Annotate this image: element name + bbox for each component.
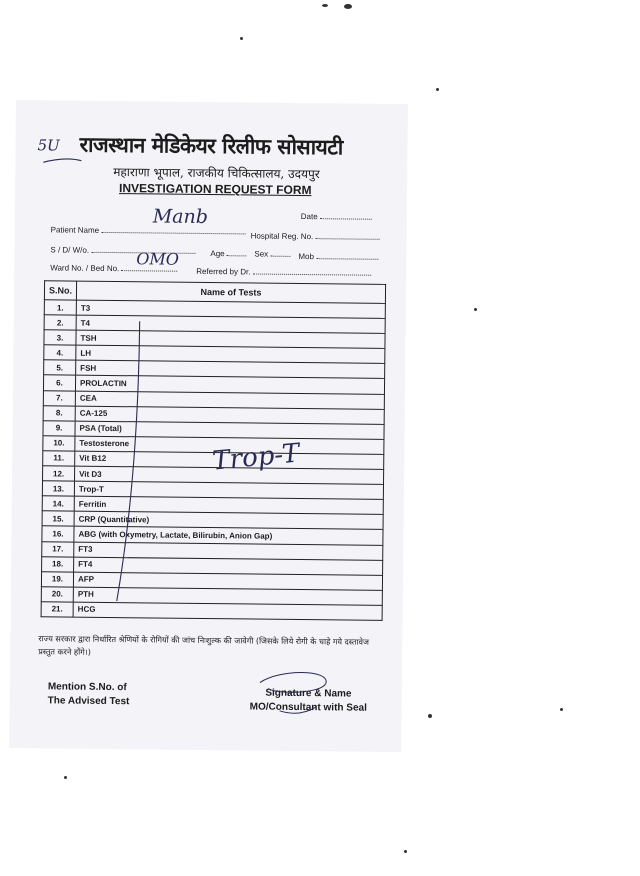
hospital-reg-blank[interactable]	[315, 231, 379, 240]
date-blank[interactable]	[320, 211, 372, 220]
scan-speck	[474, 308, 477, 311]
mob-label: Mob	[298, 251, 314, 262]
age-field	[210, 248, 247, 258]
test-sno: 2.	[44, 315, 76, 330]
free-test-note: राज्य सरकार द्वारा निर्धारित श्रेणियों के रोगियों की जांच निःशुल्क की जावेगी (जिसके लिये रोगी के चाहे गये दस्तावेज प्रस्तुत करने होंगे।)	[38, 634, 369, 657]
ward-handwritten: OMO	[136, 249, 180, 269]
test-name: FSH	[76, 361, 385, 379]
mention-sno-note	[48, 680, 130, 709]
test-sno: 17.	[42, 541, 74, 556]
signature-line1: Signature & Name	[265, 687, 352, 700]
handwritten-test-note: Trop-T	[211, 438, 301, 477]
test-sno: 12.	[43, 466, 75, 481]
test-name: PSA (Total)	[75, 421, 384, 439]
test-name: T3	[76, 300, 385, 318]
test-sno: 6.	[43, 375, 75, 390]
test-sno: 9.	[43, 421, 75, 436]
test-sno: 7.	[43, 390, 75, 405]
sex-blank[interactable]	[270, 249, 290, 257]
scan-speck	[404, 850, 407, 853]
sex-field	[254, 249, 290, 259]
mob-field	[298, 251, 378, 262]
test-name: CA-125	[75, 406, 384, 424]
test-sno: 4.	[44, 345, 76, 360]
test-sno: 10.	[43, 436, 75, 451]
test-sno: 20.	[41, 587, 73, 602]
table-row	[41, 602, 382, 621]
corner-handwritten-mark: 5U	[37, 136, 60, 155]
test-name: Testosterone	[75, 436, 384, 454]
hospital-reg-label: Hospital Reg. No.	[250, 231, 314, 242]
test-sno: 21.	[41, 602, 73, 617]
mention-sno-line2: The Advised Test	[47, 695, 130, 708]
signature-block	[250, 686, 368, 715]
test-sno: 13.	[42, 481, 74, 496]
ward-label: Ward No. / Bed No.	[50, 263, 120, 274]
test-name: AFP	[73, 572, 382, 590]
test-name: Vit B12	[75, 451, 384, 469]
relation-label: S / D/ W/o.	[50, 245, 90, 255]
test-name: T4	[76, 315, 385, 333]
test-sno: 16.	[42, 526, 74, 541]
underline-stroke	[43, 159, 81, 163]
hospital-name: महाराणा भूपाल, राजकीय चिकित्सालय, उदयपुर	[113, 165, 320, 182]
test-sno: 15.	[42, 511, 74, 526]
patient-name-field	[51, 224, 246, 236]
test-sno: 14.	[42, 496, 74, 511]
test-sno: 8.	[43, 405, 75, 420]
test-name: HCG	[73, 602, 382, 620]
age-blank[interactable]	[227, 248, 247, 256]
test-sno: 5.	[44, 360, 76, 375]
test-name: PROLACTIN	[75, 376, 384, 394]
test-name-column-header: Name of Tests	[76, 281, 385, 303]
mention-sno-line1: Mention S.No. of	[47, 681, 127, 694]
test-name: Trop-T	[74, 481, 383, 499]
mob-blank[interactable]	[316, 251, 378, 260]
scan-speck	[428, 714, 432, 718]
test-name: FT3	[74, 542, 383, 560]
scan-speck	[436, 88, 439, 91]
age-label: Age	[210, 249, 225, 259]
scan-speck	[344, 4, 352, 9]
sno-column-header: S.No.	[44, 281, 76, 300]
patient-name-label: Patient Name	[50, 225, 100, 235]
scan-speck	[64, 776, 67, 779]
test-name: CEA	[75, 391, 384, 409]
test-name: CRP (Quantitative)	[74, 511, 383, 529]
form-title: INVESTIGATION REQUEST FORM	[119, 181, 312, 198]
doctor-label: Dr.	[240, 267, 251, 277]
date-label: Date	[300, 211, 318, 222]
patient-name-handwritten: Manb	[152, 205, 209, 229]
hospital-reg-field	[251, 230, 380, 241]
scan-speck	[560, 708, 563, 711]
date-field	[301, 211, 372, 222]
test-sno: 3.	[44, 330, 76, 345]
test-sno: 18.	[42, 556, 74, 571]
test-name: ABG (with Oxymetry, Lactate, Bilirubin, Anion Gap)	[74, 527, 383, 545]
test-sno: 19.	[41, 571, 73, 586]
referred-by-label: Referred by	[196, 266, 239, 277]
test-name: PTH	[73, 587, 382, 605]
sex-label: Sex	[254, 249, 269, 259]
test-name: FT4	[74, 557, 383, 575]
signature-line2: MO/Consultant with Seal	[249, 701, 367, 714]
referred-by-field	[196, 266, 371, 278]
test-sno: 11.	[43, 451, 75, 466]
scan-speck	[240, 37, 243, 40]
investigation-form-paper	[9, 100, 408, 752]
test-name: Ferritin	[74, 496, 383, 514]
referred-by-blank[interactable]	[253, 266, 371, 275]
scan-speck	[322, 4, 328, 7]
test-name: Vit D3	[75, 466, 384, 484]
test-name: TSH	[76, 330, 385, 348]
test-sno: 1.	[44, 300, 76, 315]
test-name: LH	[76, 345, 385, 363]
org-name-heading: राजस्थान मेडिकेयर रिलीफ सोसायटी	[79, 131, 343, 160]
